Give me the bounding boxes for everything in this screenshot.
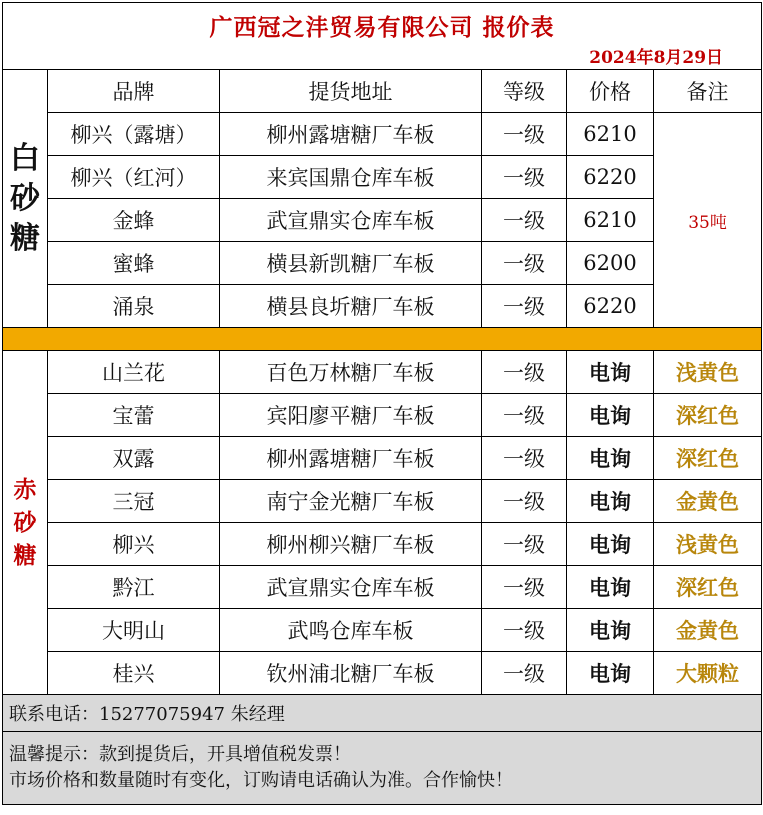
address-cell: 武宣鼎实仓库车板 xyxy=(220,566,482,609)
address-cell: 横县良圻糖厂车板 xyxy=(220,285,482,328)
table-row xyxy=(3,156,762,199)
brand-cell: 双露 xyxy=(48,437,220,480)
address-cell: 钦州浦北糖厂车板 xyxy=(220,652,482,695)
grade-cell: 一级 xyxy=(482,437,567,480)
address-cell: 武宣鼎实仓库车板 xyxy=(220,199,482,242)
price-cell: 6220 xyxy=(567,285,654,328)
grade-cell: 一级 xyxy=(482,242,567,285)
brand-cell: 柳兴（红河） xyxy=(48,156,220,199)
price-cell: 电询 xyxy=(567,652,654,695)
note-cell: 深红色 xyxy=(654,394,762,437)
note-cell: 金黄色 xyxy=(654,609,762,652)
grade-cell: 一级 xyxy=(482,156,567,199)
brand-cell: 柳兴（露塘） xyxy=(48,113,220,156)
price-cell: 6210 xyxy=(567,113,654,156)
tips-cell xyxy=(3,732,762,805)
brand-cell: 三冠 xyxy=(48,480,220,523)
address-cell: 柳州露塘糖厂车板 xyxy=(220,113,482,156)
contact-row xyxy=(3,695,762,732)
tip-price-change: 市场价格和数量随时有变化，订购请电话确认为准。合作愉快！ xyxy=(9,770,513,791)
grade-cell: 一级 xyxy=(482,652,567,695)
price-sheet xyxy=(2,2,761,811)
table-row xyxy=(3,242,762,285)
brand-cell: 黔江 xyxy=(48,566,220,609)
note-cell: 浅黄色 xyxy=(654,523,762,566)
grade-cell: 一级 xyxy=(482,566,567,609)
grade-cell: 一级 xyxy=(482,609,567,652)
table-row xyxy=(3,199,762,242)
table-row xyxy=(3,394,762,437)
table-row xyxy=(3,652,762,695)
price-cell: 电询 xyxy=(567,394,654,437)
note-cell: 浅黄色 xyxy=(654,351,762,394)
address-cell: 柳州柳兴糖厂车板 xyxy=(220,523,482,566)
note-cell: 深红色 xyxy=(654,566,762,609)
brand-cell: 金蜂 xyxy=(48,199,220,242)
table-row xyxy=(3,351,762,394)
price-table xyxy=(2,2,762,805)
price-cell: 电询 xyxy=(567,609,654,652)
address-cell: 武鸣仓库车板 xyxy=(220,609,482,652)
title-cell xyxy=(3,3,762,70)
col-note: 备注 xyxy=(654,70,762,113)
price-cell: 电询 xyxy=(567,480,654,523)
grade-cell: 一级 xyxy=(482,394,567,437)
brand-cell: 山兰花 xyxy=(48,351,220,394)
address-cell: 来宾国鼎仓库车板 xyxy=(220,156,482,199)
white-sugar-label: 白 砂 糖 xyxy=(3,70,48,328)
tips-row xyxy=(3,732,762,805)
grade-cell: 一级 xyxy=(482,285,567,328)
tip-invoice: 温馨提示：款到提货后，开具增值税发票！ xyxy=(9,744,351,765)
price-cell: 6210 xyxy=(567,199,654,242)
address-cell: 横县新凯糖厂车板 xyxy=(220,242,482,285)
table-row xyxy=(3,113,762,156)
grade-cell: 一级 xyxy=(482,480,567,523)
white-sugar-note: 35吨 xyxy=(654,113,762,328)
price-cell: 电询 xyxy=(567,437,654,480)
brand-cell: 蜜蜂 xyxy=(48,242,220,285)
table-row xyxy=(3,566,762,609)
address-cell: 宾阳廖平糖厂车板 xyxy=(220,394,482,437)
table-row xyxy=(3,609,762,652)
brand-cell: 大明山 xyxy=(48,609,220,652)
note-cell: 深红色 xyxy=(654,437,762,480)
table-row xyxy=(3,480,762,523)
table-row xyxy=(3,437,762,480)
address-cell: 柳州露塘糖厂车板 xyxy=(220,437,482,480)
price-cell: 电询 xyxy=(567,351,654,394)
price-cell: 6220 xyxy=(567,156,654,199)
contact-info: 联系电话：15277075947 朱经理 xyxy=(3,695,762,732)
brand-cell: 宝蕾 xyxy=(48,394,220,437)
note-cell: 大颗粒 xyxy=(654,652,762,695)
grade-cell: 一级 xyxy=(482,523,567,566)
page-title: 广西冠之沣贸易有限公司 报价表 xyxy=(209,14,555,41)
brand-cell: 涌泉 xyxy=(48,285,220,328)
brown-sugar-label: 赤 砂 糖 xyxy=(3,351,48,695)
price-cell: 电询 xyxy=(567,566,654,609)
price-cell: 电询 xyxy=(567,523,654,566)
table-row xyxy=(3,285,762,328)
grade-cell: 一级 xyxy=(482,351,567,394)
grade-cell: 一级 xyxy=(482,199,567,242)
grade-cell: 一级 xyxy=(482,113,567,156)
section-divider xyxy=(3,328,762,351)
address-cell: 百色万林糖厂车板 xyxy=(220,351,482,394)
col-price: 价格 xyxy=(567,70,654,113)
table-row xyxy=(3,523,762,566)
col-address: 提货地址 xyxy=(220,70,482,113)
brand-cell: 柳兴 xyxy=(48,523,220,566)
brand-cell: 桂兴 xyxy=(48,652,220,695)
quote-date: 2024年8月29日 xyxy=(589,48,724,68)
column-header-row xyxy=(3,70,762,113)
col-grade: 等级 xyxy=(482,70,567,113)
col-brand: 品牌 xyxy=(48,70,220,113)
address-cell: 南宁金光糖厂车板 xyxy=(220,480,482,523)
note-cell: 金黄色 xyxy=(654,480,762,523)
orange-band xyxy=(3,328,762,351)
price-cell: 6200 xyxy=(567,242,654,285)
